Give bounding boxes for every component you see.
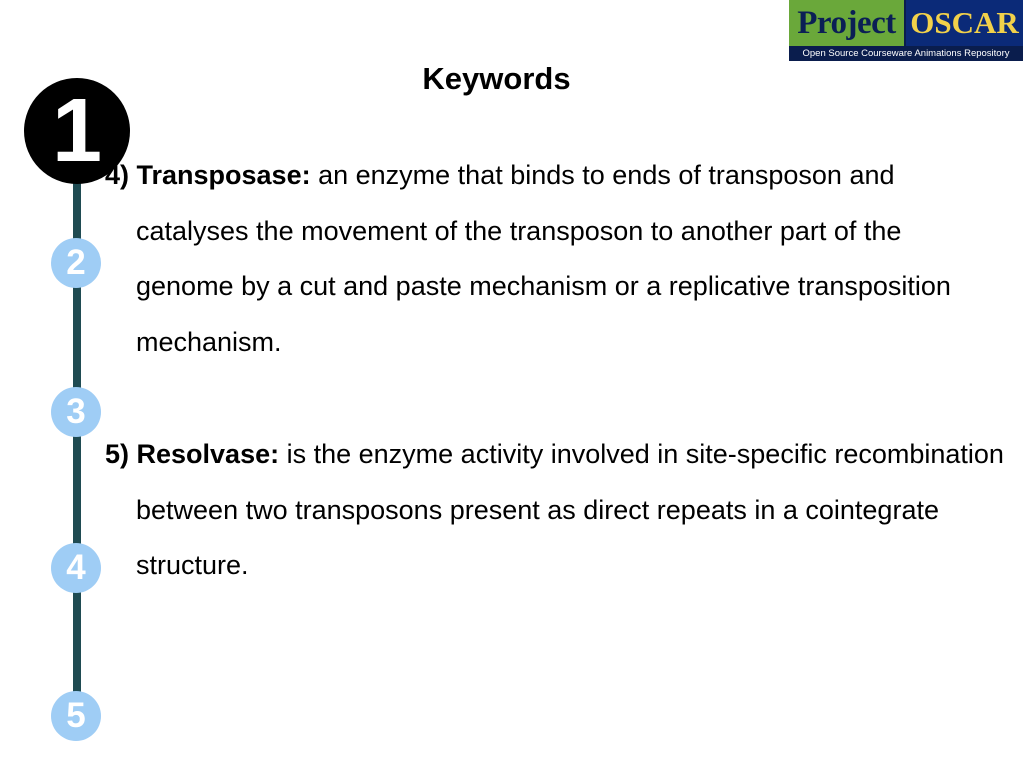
project-oscar-logo [789,0,1023,61]
step-2-button[interactable]: 2 [51,238,101,288]
logo-project-text: Project [789,0,904,46]
keyword-entry-resolvase [105,427,1005,594]
keyword-term: 4) Transposase: [105,160,311,190]
keyword-definition: is the enzyme activity involved in site-specific recombination between two transposons present as direct repeats in a cointegrate structure. [136,439,1004,580]
logo-oscar-text: OSCAR [906,0,1023,46]
keyword-definition: an enzyme that binds to ends of transposon and catalyses the movement of the transposon to another part of the genome by a cut and paste mechanism or a replicative transposition mechanism. [136,160,951,357]
logo-subtitle: Open Source Courseware Animations Repository [802,48,1010,59]
step-3-button[interactable]: 3 [51,387,101,437]
keyword-term: 5) Resolvase: [105,439,280,469]
slide-title: Keywords [422,61,571,96]
step-4-button[interactable]: 4 [51,543,101,593]
keyword-list [105,148,1005,594]
keyword-entry-transposase [105,148,1005,370]
step-1-active[interactable]: 1 [24,78,130,184]
step-5-button[interactable]: 5 [51,691,101,741]
